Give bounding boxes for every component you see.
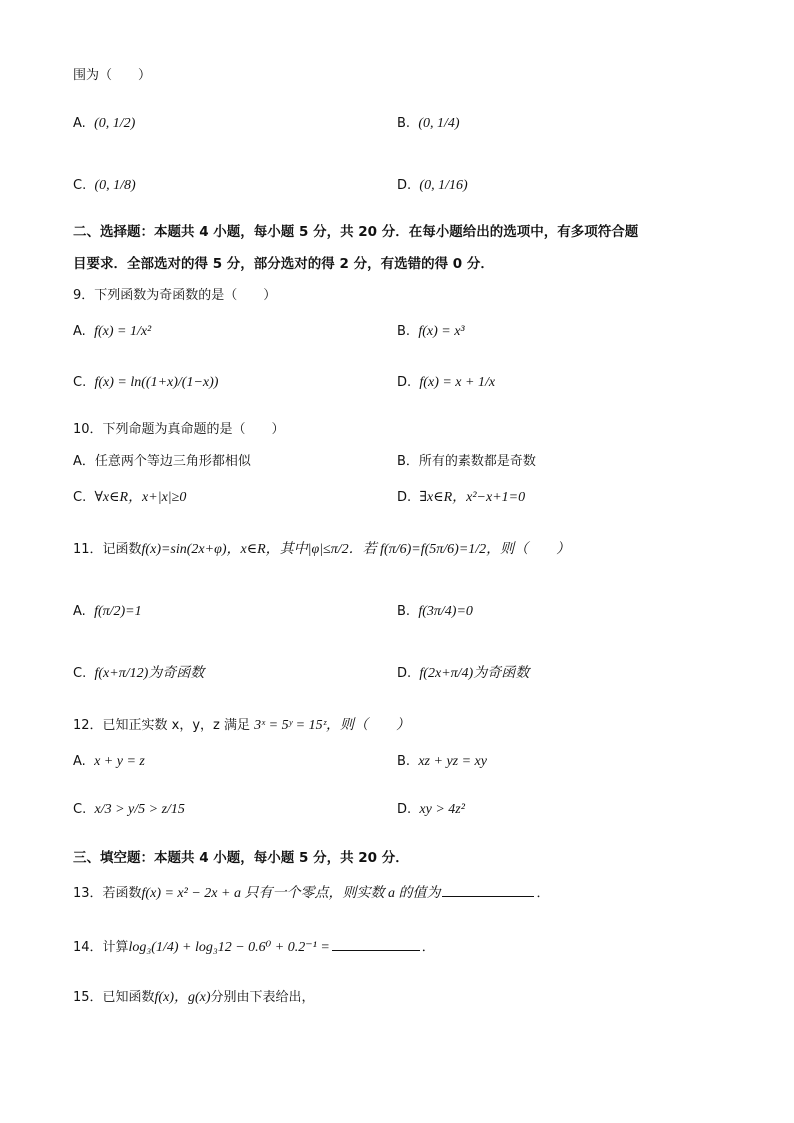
- q14-math: log₃(1/4) + log₃12 − 0.6⁰ + 0.2⁻¹ =: [128, 940, 330, 955]
- q14-answer-blank[interactable]: [332, 938, 420, 951]
- question-12-stem: [73, 716, 410, 736]
- q8b-math: (0, 1/4): [418, 116, 460, 131]
- q9b-math: f(x) = x³: [418, 324, 465, 339]
- q9-option-a: [73, 322, 151, 342]
- q11-option-c: [73, 664, 204, 684]
- q11d-math: f(2x+π/4)为奇函数: [419, 666, 530, 681]
- q12-option-a: [73, 752, 145, 772]
- q15-prefix: 15．已知函数: [73, 990, 155, 1005]
- question-8-stem: 围为（ ）: [73, 68, 152, 83]
- question-15: [73, 988, 315, 1008]
- option-label: A.: [73, 324, 86, 339]
- option-label: D.: [397, 375, 412, 390]
- option-label: D.: [397, 490, 412, 505]
- question-11-stem: [73, 540, 570, 560]
- q11-math: f(x)=sin(2x+φ)，x∈R，其中|φ|≤π/2．若 f(π/6)=f(5π/6)=1/2，则（ ）: [141, 542, 571, 557]
- option-label: A.: [73, 116, 86, 131]
- q11-option-a: [73, 602, 142, 622]
- q12-option-b: [397, 752, 487, 772]
- q11-prefix: 11．记函数: [73, 542, 142, 557]
- q10c-math: ∀x∈R，x+|x|≥0: [94, 490, 187, 505]
- q11-option-b: [397, 602, 473, 622]
- option-label: B.: [397, 324, 411, 339]
- option-label: A.: [73, 604, 86, 619]
- q8-option-d: [397, 176, 468, 196]
- question-13: [73, 884, 549, 904]
- section-3-heading: 三、填空题：本题共 4 小题，每小题 5 分，共 20 分．: [73, 850, 409, 866]
- q11-option-d: [397, 664, 529, 684]
- q10-option-d: [397, 488, 525, 508]
- q13-prefix: 13．若函数: [73, 886, 142, 901]
- q9-option-d: [397, 373, 495, 393]
- q10d-math: ∃x∈R，x²−x+1=0: [419, 490, 526, 505]
- q13-math: f(x) = x² − 2x + a 只有一个零点，则实数 a 的值为: [141, 886, 441, 901]
- option-label: D.: [397, 666, 412, 681]
- q12-math: 3ˣ = 5ʸ = 15ᶻ，则（ ）: [254, 718, 410, 733]
- q11b-math: f(3π/4)=0: [418, 604, 473, 619]
- option-label: C.: [73, 802, 87, 817]
- section-2-heading-line2: 目要求．全部选对的得 5 分，部分选对的得 2 分，有选错的得 0 分．: [73, 256, 494, 272]
- q9a-math: f(x) = 1/x²: [94, 324, 152, 339]
- q12b-math: xz + yz = xy: [418, 754, 487, 769]
- q15-suffix: 分别由下表给出，: [210, 990, 315, 1005]
- q9-option-c: [73, 373, 218, 393]
- q9d-math: f(x) = x + 1/x: [419, 375, 496, 390]
- section-2-heading-line1: 二、选择题：本题共 4 小题，每小题 5 分，共 20 分．在每小题给出的选项中，有多项符合题: [73, 224, 639, 240]
- option-label: B.: [397, 116, 411, 131]
- q11c-math: f(x+π/12)为奇函数: [94, 666, 205, 681]
- q12-prefix: 12．已知正实数 x，y，z 满足: [73, 718, 251, 733]
- option-label: D.: [397, 802, 412, 817]
- question-10-stem: 10．下列命题为真命题的是（ ）: [73, 422, 285, 437]
- q10-option-c: [73, 488, 186, 508]
- q8d-math: (0, 1/16): [419, 178, 468, 193]
- q14-prefix: 14．计算: [73, 940, 129, 955]
- option-label: C.: [73, 375, 87, 390]
- q14-period: ．: [421, 940, 435, 955]
- option-label: A.: [73, 754, 86, 769]
- q12c-math: x/3 > y/5 > z/15: [94, 802, 185, 817]
- option-label: C.: [73, 490, 87, 505]
- q9-option-b: [397, 322, 465, 342]
- q8a-math: (0, 1/2): [94, 116, 136, 131]
- question-9-stem: 9．下列函数为奇函数的是（ ）: [73, 288, 277, 303]
- option-label: C.: [73, 178, 87, 193]
- q8-option-a: [73, 114, 135, 134]
- q8c-math: (0, 1/8): [94, 178, 136, 193]
- q8-option-b: [397, 114, 460, 134]
- option-label: C.: [73, 666, 87, 681]
- q12-option-d: [397, 800, 465, 820]
- q13-period: ．: [536, 886, 550, 901]
- q8-option-c: [73, 176, 136, 196]
- q12d-math: xy > 4z²: [419, 802, 465, 817]
- q13-answer-blank[interactable]: [442, 884, 534, 897]
- q10-option-a: A．任意两个等边三角形都相似: [73, 454, 251, 469]
- q9c-math: f(x) = ln((1+x)/(1−x)): [94, 375, 219, 390]
- option-label: D.: [397, 178, 412, 193]
- q11a-math: f(π/2)=1: [94, 604, 142, 619]
- q12a-math: x + y = z: [94, 754, 145, 769]
- question-14: [73, 938, 435, 958]
- q10-option-b: B．所有的素数都是奇数: [397, 454, 536, 469]
- option-label: B.: [397, 604, 411, 619]
- q12-option-c: [73, 800, 185, 820]
- option-label: B.: [397, 754, 411, 769]
- q15-math: f(x)，g(x): [154, 990, 211, 1005]
